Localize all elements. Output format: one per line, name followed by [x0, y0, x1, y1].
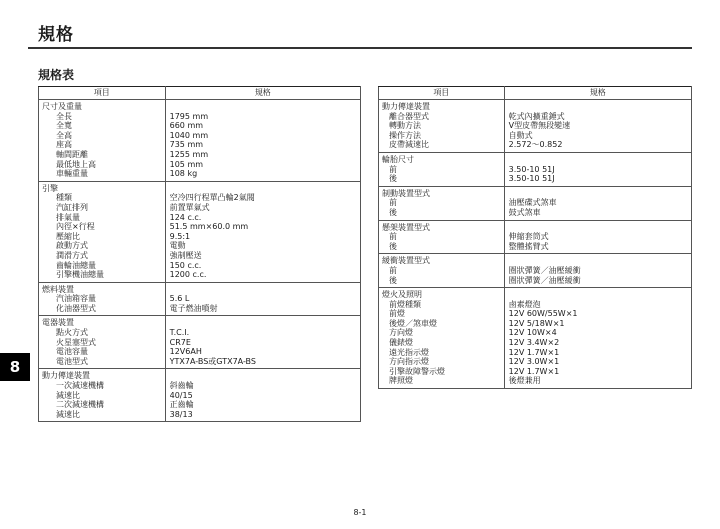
spec-item-label: 儀錶燈 — [389, 338, 413, 348]
group-title: 尺寸及重量 — [42, 102, 82, 111]
spec-item-label: 化油器型式 — [56, 303, 96, 313]
spec-item-value: 124 c.c. — [169, 212, 202, 222]
spec-item-value: 後燈兼用 — [508, 376, 541, 386]
spec-item-value: 51.5 mm×60.0 mm — [169, 222, 249, 232]
spec-item-label: 操作方法 — [389, 130, 421, 140]
group-title-spacer — [505, 223, 691, 233]
spec-group — [379, 288, 692, 389]
spec-item-value: 3.50-10 51J — [508, 174, 555, 184]
spec-item-value: 150 c.c. — [169, 260, 202, 270]
spec-item-label: 方向燈 — [389, 328, 413, 338]
spec-group — [39, 316, 361, 369]
spec-item-label: 後燈／煞車燈 — [389, 318, 437, 328]
spec-item-value: 1200 c.c. — [169, 270, 207, 280]
spec-item-label: 引擎機油總量 — [56, 270, 104, 280]
group-title-spacer — [505, 290, 691, 300]
spec-item-value: 38/13 — [169, 409, 193, 419]
spec-item-label: 種類 — [56, 193, 72, 203]
spec-item-label: 汽油箱容量 — [56, 294, 96, 304]
spec-item-value: 空冷四行程單凸輪2氣閥 — [169, 193, 255, 203]
group-items-cell — [379, 186, 505, 220]
spec-group — [39, 100, 361, 182]
spec-column-header: 規格 — [504, 87, 691, 100]
spec-item-label: 火星塞型式 — [56, 337, 96, 347]
spec-item-value: 乾式內擴重錘式 — [508, 111, 565, 121]
spec-column-header: 規格 — [165, 87, 360, 100]
spec-item-label: 後 — [389, 275, 397, 285]
group-title: 輪胎尺寸 — [382, 154, 414, 164]
spec-item-label: 前燈 — [389, 309, 405, 319]
spec-item-label: 前 — [389, 164, 397, 174]
group-values-cell — [504, 254, 691, 288]
spec-item-label: 遠光指示燈 — [389, 347, 429, 357]
group-values-cell — [165, 316, 360, 369]
spec-item-label: 皮帶減速比 — [389, 140, 429, 150]
spec-item-value: 5.6 L — [169, 294, 190, 304]
spec-item-label: 引擎故障警示燈 — [389, 366, 445, 376]
spec-table-body-right — [379, 100, 692, 389]
group-items-cell — [379, 288, 505, 389]
spec-item-value: 12V 1.7W×1 — [508, 366, 560, 376]
spec-item-value: YTX7A-BS或GTX7A-BS — [169, 356, 256, 366]
group-title-spacer — [505, 155, 691, 165]
spec-item-label: 牌照燈 — [389, 376, 413, 386]
spec-item-value: 強制壓送 — [169, 250, 202, 260]
spec-item-value: 3.50-10 51J — [508, 164, 555, 174]
group-values-cell — [504, 288, 691, 389]
spec-item-label: 壓縮比 — [56, 231, 80, 241]
group-title: 引擎 — [42, 183, 58, 193]
spec-item-label: 減速比 — [56, 390, 80, 400]
spec-item-label: 潤滑方式 — [56, 250, 88, 260]
spec-table-right — [378, 86, 692, 389]
spec-item-label: 後 — [389, 174, 397, 184]
group-items-cell — [379, 220, 505, 254]
chapter-tab: 8 — [0, 353, 30, 381]
spec-item-value: 伸縮套筒式 — [508, 232, 549, 242]
item-column-header: 項目 — [379, 87, 505, 100]
spec-item-label: 汽缸排列 — [56, 202, 88, 212]
spec-table-body-left — [39, 100, 361, 422]
spec-group — [379, 100, 692, 153]
spec-group — [379, 186, 692, 220]
spec-item-value: 12V 10W×4 — [508, 328, 557, 338]
spec-item-value: 12V 3.4W×2 — [508, 338, 560, 348]
section-title: 規格表 — [38, 68, 75, 82]
spec-item-label: 前燈種類 — [389, 299, 421, 309]
spec-item-value: 1255 mm — [169, 149, 209, 159]
group-title-spacer — [166, 318, 360, 328]
spec-item-value: 12V 3.0W×1 — [508, 357, 560, 367]
spec-item-value: 660 mm — [169, 121, 204, 131]
spec-item-label: 轉動方法 — [389, 121, 421, 131]
group-values-cell — [504, 152, 691, 186]
group-title: 動力傳達裝置 — [382, 102, 430, 111]
group-values-cell — [165, 282, 360, 316]
spec-item-value: 105 mm — [169, 159, 204, 169]
spec-item-value: 油壓碟式煞車 — [508, 198, 557, 208]
spec-item-value: 2.572～0.852 — [508, 140, 563, 150]
spec-item-value: CR7E — [169, 337, 191, 347]
group-title: 燃料裝置 — [42, 284, 74, 294]
spec-item-label: 齒輪油總量 — [56, 260, 96, 270]
spec-item-value: 12V 60W/55W×1 — [508, 309, 578, 319]
spec-item-label: 車輛重量 — [56, 169, 88, 179]
spec-item-label: 一次減速機構 — [56, 381, 104, 391]
group-title-spacer — [505, 189, 691, 199]
spec-item-value: 1040 mm — [169, 130, 209, 140]
spec-item-value: 40/15 — [169, 390, 193, 400]
spec-item-label: 方向指示燈 — [389, 357, 429, 367]
group-items-cell — [39, 316, 166, 369]
group-title-spacer — [505, 102, 691, 112]
spec-item-label: 前 — [389, 198, 397, 208]
item-column-header: 項目 — [39, 87, 166, 100]
spec-item-label: 全寬 — [56, 121, 72, 131]
spec-item-label: 內徑×行程 — [56, 222, 95, 232]
group-title: 懸架裝置型式 — [382, 222, 430, 232]
spec-group — [379, 152, 692, 186]
group-title: 制動裝置型式 — [382, 188, 430, 198]
spec-item-label: 點火方式 — [56, 328, 88, 338]
group-title-spacer — [166, 285, 360, 295]
spec-item-label: 軸間距離 — [56, 149, 88, 159]
group-values-cell — [504, 220, 691, 254]
group-title-spacer — [166, 371, 360, 381]
group-title-spacer — [166, 184, 360, 194]
group-items-cell — [39, 181, 166, 282]
spec-item-label: 後 — [389, 241, 397, 251]
spec-item-value: 12V6AH — [169, 347, 202, 357]
group-values-cell — [165, 181, 360, 282]
group-values-cell — [504, 100, 691, 153]
spec-item-label: 啟動方式 — [56, 241, 88, 251]
page-title: 規格 — [38, 25, 74, 45]
spec-item-value: 電子燃油噴射 — [169, 303, 218, 313]
group-title: 動力傳達裝置 — [42, 371, 90, 381]
spec-table-left — [38, 86, 361, 422]
spec-item-value: 圈狀彈簧／油壓緩衝 — [508, 275, 581, 285]
group-items-cell — [39, 369, 166, 422]
group-items-cell — [379, 254, 505, 288]
group-items-cell — [379, 152, 505, 186]
spec-item-value: 108 kg — [169, 169, 198, 179]
spec-item-value: 斜齒輪 — [169, 381, 194, 391]
spec-item-label: 全高 — [56, 130, 72, 140]
spec-item-value: 1795 mm — [169, 111, 209, 121]
group-values-cell — [165, 100, 360, 182]
spec-item-value: T.C.I. — [169, 328, 190, 338]
spec-item-value: V型皮帶無段變速 — [508, 121, 571, 131]
group-title: 電器裝置 — [42, 318, 74, 328]
spec-item-label: 電池型式 — [56, 356, 88, 366]
spec-item-label: 排氣量 — [56, 212, 80, 222]
group-title: 燈火及照明 — [382, 290, 422, 300]
spec-item-value: 12V 5/18W×1 — [508, 318, 565, 328]
group-title-spacer — [505, 256, 691, 266]
group-items-cell — [39, 282, 166, 316]
spec-group — [39, 282, 361, 316]
spec-item-value: 圈狀彈簧／油壓緩衝 — [508, 265, 581, 275]
spec-item-value: 整體搖臂式 — [508, 241, 549, 251]
spec-item-label: 全長 — [56, 111, 72, 121]
spec-item-label: 後 — [389, 207, 397, 217]
spec-item-value: 鹵素燈泡 — [508, 299, 541, 309]
group-values-cell — [504, 186, 691, 220]
group-title-spacer — [166, 102, 360, 112]
spec-item-value: 9.5:1 — [169, 231, 191, 241]
spec-item-label: 二次減速機構 — [56, 400, 104, 410]
spec-item-label: 離合器型式 — [389, 111, 429, 121]
spec-item-value: 12V 1.7W×1 — [508, 347, 560, 357]
group-title: 緩衝裝置型式 — [382, 256, 430, 266]
group-items-cell — [379, 100, 505, 153]
spec-item-value: 電動 — [169, 241, 186, 251]
spec-group — [379, 254, 692, 288]
spec-group — [39, 181, 361, 282]
spec-item-value: 正齒輪 — [169, 400, 194, 410]
spec-item-label: 座高 — [56, 140, 72, 150]
spec-item-label: 減速比 — [56, 409, 80, 419]
spec-item-label: 前 — [389, 265, 397, 275]
spec-item-label: 電池容量 — [56, 347, 88, 357]
group-items-cell — [39, 100, 166, 182]
spec-item-value: 自動式 — [508, 130, 533, 140]
spec-group — [379, 220, 692, 254]
page-number: 8-1 — [353, 508, 367, 517]
spec-group — [39, 369, 361, 422]
spec-item-value: 735 mm — [169, 140, 204, 150]
spec-item-label: 前 — [389, 232, 397, 242]
spec-item-value: 鼓式煞車 — [508, 207, 541, 217]
title-divider — [28, 47, 692, 49]
spec-item-label: 最低地上高 — [56, 159, 96, 169]
group-values-cell — [165, 369, 360, 422]
spec-item-value: 前置單氣式 — [169, 202, 210, 212]
